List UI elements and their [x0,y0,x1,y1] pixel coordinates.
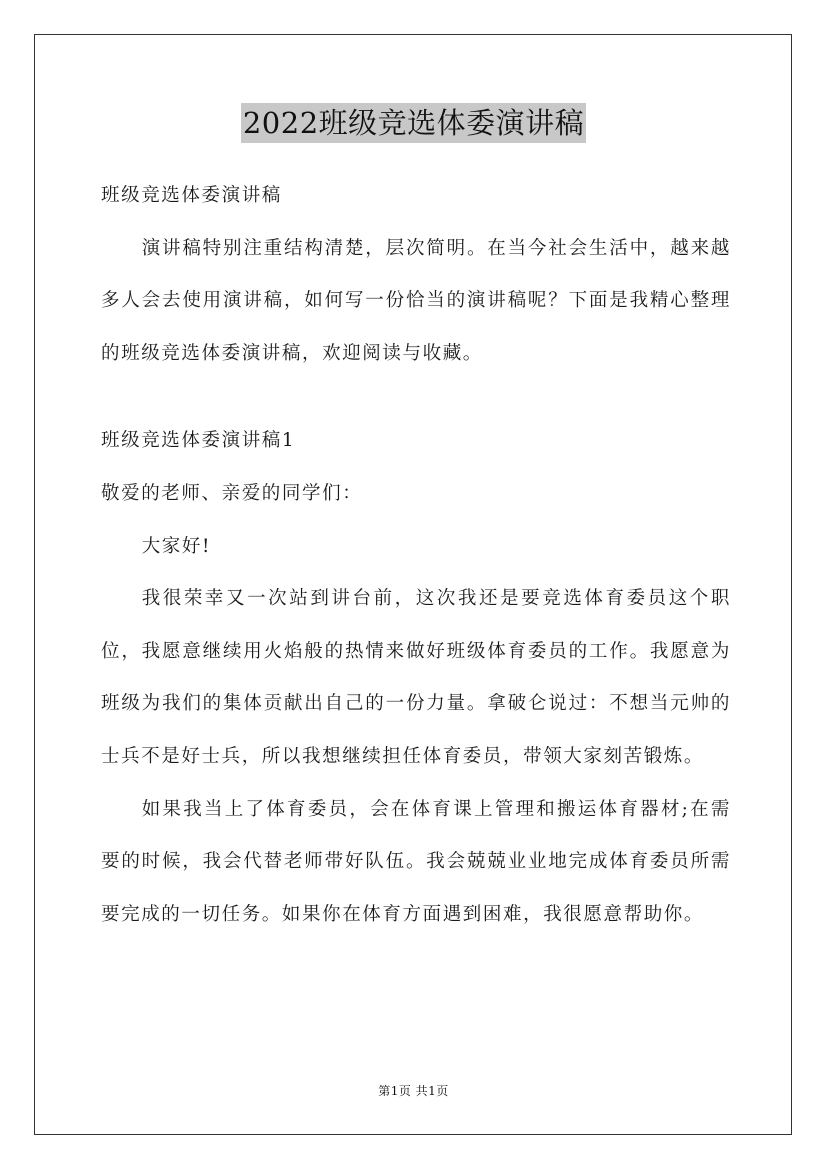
document-title: 2022班级竞选体委演讲稿 [241,103,586,143]
salutation: 敬爱的老师、亲爱的同学们： [101,482,363,504]
greeting: 大家好! [141,535,212,557]
intro-paragraph: 演讲稿特别注重结构清楚，层次简明。在当今社会生活中，越来越多人会去使用演讲稿，如何写一份恰当的演讲稿呢？下面是我精心整理的班级竞选体委演讲稿，欢迎阅读与收藏。 [101,237,731,364]
page-footer: 第1页 共1页 [378,1084,449,1098]
body-paragraph-2: 如果我当上了体育委员，会在体育课上管理和搬运体育器材;在需要的时候，我会代替老师带好队伍。我会兢兢业业地完成体育委员所需要完成的一切任务。如果你在体育方面遇到困难，我很愿意帮助你。 [101,798,731,925]
section-heading: 班级竞选体委演讲稿1 [101,430,296,452]
body-paragraph-1: 我很荣幸又一次站到讲台前，这次我还是要竞选体育委员这个职位，我愿意继续用火焰般的热情来做好班级体育委员的工作。我愿意为班级为我们的集体贡献出自己的一份力量。拿破仑说过：不想当元帅的士兵不是好士兵，所以我想继续担任体育委员，带领大家刻苦锻炼。 [101,588,731,767]
document-body [101,170,731,941]
document-subtitle: 班级竞选体委演讲稿 [101,185,282,206]
paragraph-gap [101,380,731,415]
title-container [0,103,827,143]
